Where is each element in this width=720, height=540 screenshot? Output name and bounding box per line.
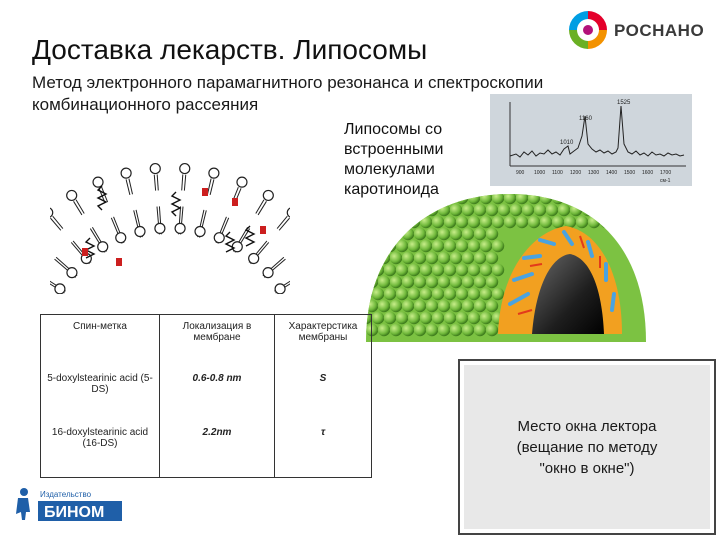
lipid-sphere [486, 204, 498, 216]
lipid-tail [154, 175, 155, 191]
lipid-head [195, 227, 205, 237]
lipid-head [116, 233, 126, 243]
lipid-sphere [372, 216, 384, 228]
lipid-sphere [480, 288, 492, 300]
lipid-head [232, 242, 242, 252]
table-header-row [41, 315, 372, 368]
lipid-sphere [390, 204, 402, 216]
lipid-head [50, 208, 53, 218]
lipid-sphere [414, 300, 426, 312]
lipid-sphere [360, 240, 372, 252]
lecturer-window-placeholder [458, 359, 716, 535]
lipid-head [175, 223, 185, 233]
lipid-sphere [516, 192, 528, 204]
svg-text:1300: 1300 [588, 170, 600, 176]
lipid-sphere [426, 276, 438, 288]
lipid-sphere [432, 216, 444, 228]
lipid-sphere [474, 228, 486, 240]
lipid-sphere [570, 204, 582, 216]
lipid-sphere [408, 240, 420, 252]
lipid-sphere [462, 324, 474, 336]
lipid-sphere [396, 264, 408, 276]
lipid-sphere [432, 264, 444, 276]
lipid-sphere [552, 216, 564, 228]
lipid-head [263, 268, 273, 278]
lipid-sphere [468, 240, 480, 252]
binom-label-top: Издательство [40, 490, 92, 499]
lipid-sphere [390, 324, 402, 336]
lipid-sphere [384, 312, 396, 324]
table-cell: τ [275, 421, 372, 478]
lipid-head [209, 168, 219, 178]
lipid-sphere [432, 192, 444, 204]
lipid-sphere [414, 252, 426, 264]
rosnano-logo [566, 8, 716, 54]
lipid-sphere [456, 216, 468, 228]
lipid-sphere [594, 204, 606, 216]
lipid-sphere [444, 216, 456, 228]
table-row [41, 367, 372, 421]
lipid-sphere [576, 216, 588, 228]
lipid-sphere [402, 204, 414, 216]
lipid-sphere [456, 312, 468, 324]
lipid-head [237, 177, 247, 187]
lipid-sphere [420, 192, 432, 204]
svg-text:1200: 1200 [570, 170, 582, 176]
membrane-bilayer-diagram [50, 148, 290, 294]
lipid-sphere [492, 192, 504, 204]
lipid-sphere [534, 204, 546, 216]
lipid-head [67, 190, 77, 200]
lipid-sphere [372, 192, 384, 204]
lipid-sphere [402, 300, 414, 312]
spin-label-markers [82, 188, 266, 266]
lipid-sphere [396, 216, 408, 228]
lipid-sphere [438, 228, 450, 240]
lipid-sphere [540, 192, 552, 204]
lecturer-placeholder-text: Место окна лектора (вещание по методу "окно в окне") [464, 365, 710, 529]
lipid-sphere [378, 228, 390, 240]
liposome-caption: Липосомы со встроенными молекулами каротиноида [344, 121, 444, 198]
lipid-sphere [474, 276, 486, 288]
peak-label: 1160 [579, 116, 592, 122]
lipid-sphere [360, 288, 372, 300]
lipid-sphere [366, 252, 378, 264]
lipid-tail [184, 175, 185, 191]
lipid-sphere [456, 288, 468, 300]
lipid-sphere [444, 288, 456, 300]
lipid-sphere [408, 264, 420, 276]
lipid-sphere [510, 204, 522, 216]
binom-publisher-logo [14, 484, 124, 524]
lipid-sphere [480, 192, 492, 204]
lipid-sphere [636, 192, 648, 204]
lipid-sphere [492, 240, 504, 252]
lipid-sphere [414, 324, 426, 336]
lipid-sphere [444, 192, 456, 204]
lipid-sphere [576, 192, 588, 204]
table-row [41, 421, 372, 478]
lipid-sphere [420, 264, 432, 276]
lipid-head [263, 190, 273, 200]
lipid-sphere [474, 324, 486, 336]
lipid-sphere [588, 216, 600, 228]
lipid-sphere [366, 204, 378, 216]
lipid-sphere [552, 192, 564, 204]
lipid-sphere [384, 216, 396, 228]
lipid-sphere [450, 204, 462, 216]
lipid-sphere [438, 300, 450, 312]
peak-label: 1525 [617, 100, 631, 106]
lipid-sphere [624, 216, 636, 228]
lipid-sphere [396, 240, 408, 252]
lipid-sphere [546, 204, 558, 216]
lipid-sphere [540, 216, 552, 228]
lipid-sphere [384, 288, 396, 300]
lipid-head [121, 168, 131, 178]
lipid-sphere [504, 192, 516, 204]
lipid-sphere [468, 192, 480, 204]
slide-subtitle: Метод электронного парамагнитного резонанса и спектроскопии комбинационного рассеяния [32, 73, 544, 114]
lipid-sphere [366, 300, 378, 312]
lipid-sphere [402, 276, 414, 288]
lipid-sphere [630, 204, 642, 216]
lipid-sphere [372, 240, 384, 252]
lipid-sphere [618, 204, 630, 216]
lipid-sphere [426, 324, 438, 336]
lipid-sphere [480, 216, 492, 228]
lipid-sphere [408, 312, 420, 324]
lipid-sphere [414, 228, 426, 240]
lipid-sphere [432, 312, 444, 324]
lipid-sphere [372, 312, 384, 324]
lipid-sphere [420, 312, 432, 324]
lipid-sphere [444, 264, 456, 276]
liposome-illustration [360, 184, 650, 344]
lipid-sphere [474, 300, 486, 312]
lipid-sphere [480, 264, 492, 276]
lipid-sphere [492, 216, 504, 228]
lipid-sphere [636, 216, 648, 228]
lipid-sphere [474, 252, 486, 264]
lipid-tail [157, 174, 158, 190]
lipid-head [287, 208, 290, 218]
lipid-sphere [486, 228, 498, 240]
lipid-head [249, 254, 259, 264]
lipid-sphere [522, 204, 534, 216]
lipid-sphere [642, 204, 650, 216]
lipid-sphere [456, 240, 468, 252]
lipid-sphere [378, 252, 390, 264]
rosnano-logo-text: РОСНАНО [614, 21, 705, 40]
lipid-sphere [450, 276, 462, 288]
lipid-sphere [366, 228, 378, 240]
lipid-sphere [612, 216, 624, 228]
lipid-sphere [624, 192, 636, 204]
lipid-sphere [450, 300, 462, 312]
lipid-sphere [438, 204, 450, 216]
table-cell: 16-doxylstearinic acid (16-DS) [41, 421, 160, 478]
svg-text:1600: 1600 [642, 170, 654, 176]
lipid-sphere [384, 264, 396, 276]
lipid-sphere [480, 312, 492, 324]
lipid-sphere [396, 192, 408, 204]
lipid-sphere [396, 288, 408, 300]
lipid-sphere [462, 204, 474, 216]
lipid-sphere [492, 288, 504, 300]
lipid-sphere [360, 192, 372, 204]
lipid-sphere [600, 216, 612, 228]
table-cell: S [275, 367, 372, 421]
svg-text:1400: 1400 [606, 170, 618, 176]
lipid-sphere [444, 240, 456, 252]
lipid-sphere [378, 324, 390, 336]
lipid-sphere [408, 288, 420, 300]
lipid-sphere [378, 204, 390, 216]
lipid-sphere [426, 252, 438, 264]
lipid-sphere [486, 252, 498, 264]
lipid-sphere [504, 216, 516, 228]
lipid-sphere [408, 192, 420, 204]
lipid-head [214, 233, 224, 243]
binom-logo-icon [14, 484, 124, 524]
lipid-sphere [450, 324, 462, 336]
spin-label-table [40, 314, 372, 478]
lipid-head [55, 284, 65, 294]
lipid-sphere [528, 216, 540, 228]
lipid-sphere [468, 264, 480, 276]
lipid-head [180, 164, 190, 174]
lipid-sphere [498, 204, 510, 216]
lipid-sphere [372, 288, 384, 300]
svg-text:см-1: см-1 [660, 178, 671, 184]
lipid-sphere [462, 300, 474, 312]
lipid-sphere [600, 192, 612, 204]
lipid-sphere [486, 300, 498, 312]
table-header-cell: Характерстика мембраны [275, 315, 372, 368]
lipid-head [67, 268, 77, 278]
lipid-sphere [390, 228, 402, 240]
lipid-sphere [462, 228, 474, 240]
lipid-sphere [390, 252, 402, 264]
lipid-sphere [438, 276, 450, 288]
binom-label-main: БИНОМ [44, 504, 105, 521]
lipid-sphere [426, 204, 438, 216]
lipid-sphere [420, 288, 432, 300]
lipid-sphere [390, 276, 402, 288]
lipid-sphere [426, 300, 438, 312]
table-cell: 5-doxylstearinic acid (5-DS) [41, 367, 160, 421]
lipid-sphere [462, 252, 474, 264]
lipid-sphere [582, 204, 594, 216]
lipid-head [150, 164, 160, 174]
lipid-sphere [378, 300, 390, 312]
lipid-sphere [456, 192, 468, 204]
lipid-sphere [420, 240, 432, 252]
lipid-sphere [564, 192, 576, 204]
lipid-sphere [474, 204, 486, 216]
lipid-tail [182, 174, 183, 190]
lipid-sphere [612, 192, 624, 204]
spin-label-chains [86, 186, 254, 258]
x-tick-labels [516, 170, 671, 184]
lipid-sphere [450, 252, 462, 264]
lipid-sphere [468, 288, 480, 300]
lipid-sphere [456, 264, 468, 276]
lipid-sphere [468, 216, 480, 228]
lipid-sphere [390, 300, 402, 312]
lipid-sphere [486, 276, 498, 288]
lipid-sphere [468, 312, 480, 324]
peak-label: 1010 [560, 140, 574, 146]
table-header-cell: Спин-метка [41, 315, 160, 368]
slide-title: Доставка лекарств. Липосомы [32, 34, 428, 65]
table-cell: 0.6-0.8 nm [160, 367, 275, 421]
lipid-head [275, 284, 285, 294]
lipid-sphere [558, 204, 570, 216]
lipid-sphere [450, 228, 462, 240]
lipid-sphere [432, 240, 444, 252]
svg-text:900: 900 [516, 170, 525, 176]
lipid-head [98, 242, 108, 252]
rosnano-logo-icon [566, 8, 610, 52]
lipid-sphere [396, 312, 408, 324]
lipid-sphere [372, 264, 384, 276]
lipid-sphere [516, 216, 528, 228]
svg-text:1000: 1000 [534, 170, 546, 176]
lipid-sphere [366, 276, 378, 288]
lipid-sphere [480, 240, 492, 252]
lipid-head [155, 223, 165, 233]
table-cell: 2.2nm [160, 421, 275, 478]
lipid-head [135, 227, 145, 237]
svg-text:1700: 1700 [660, 170, 672, 176]
lipid-sphere [420, 216, 432, 228]
lipid-sphere [414, 204, 426, 216]
lipid-sphere [438, 252, 450, 264]
lipid-sphere [360, 264, 372, 276]
lipid-sphere [588, 192, 600, 204]
lipid-sphere [402, 324, 414, 336]
svg-text:1100: 1100 [552, 170, 563, 176]
raman-spectrum [490, 94, 692, 186]
lipid-sphere [492, 264, 504, 276]
table-header-cell: Локализация в мембране [160, 315, 275, 368]
svg-text:1500: 1500 [624, 170, 636, 176]
lipid-sphere [384, 192, 396, 204]
lipid-sphere [384, 240, 396, 252]
lipid-sphere [438, 324, 450, 336]
spectrum-plot [490, 94, 692, 186]
lipid-sphere [402, 252, 414, 264]
lipid-sphere [414, 276, 426, 288]
lipid-sphere [486, 324, 498, 336]
lipid-sphere [432, 288, 444, 300]
lipid-sphere [402, 228, 414, 240]
lipid-sphere [444, 312, 456, 324]
lipid-sphere [378, 276, 390, 288]
lipid-sphere [360, 216, 372, 228]
lipid-sphere [408, 216, 420, 228]
lipid-sphere [606, 204, 618, 216]
lipid-sphere [528, 192, 540, 204]
lipid-sphere [462, 276, 474, 288]
lipid-sphere [426, 228, 438, 240]
